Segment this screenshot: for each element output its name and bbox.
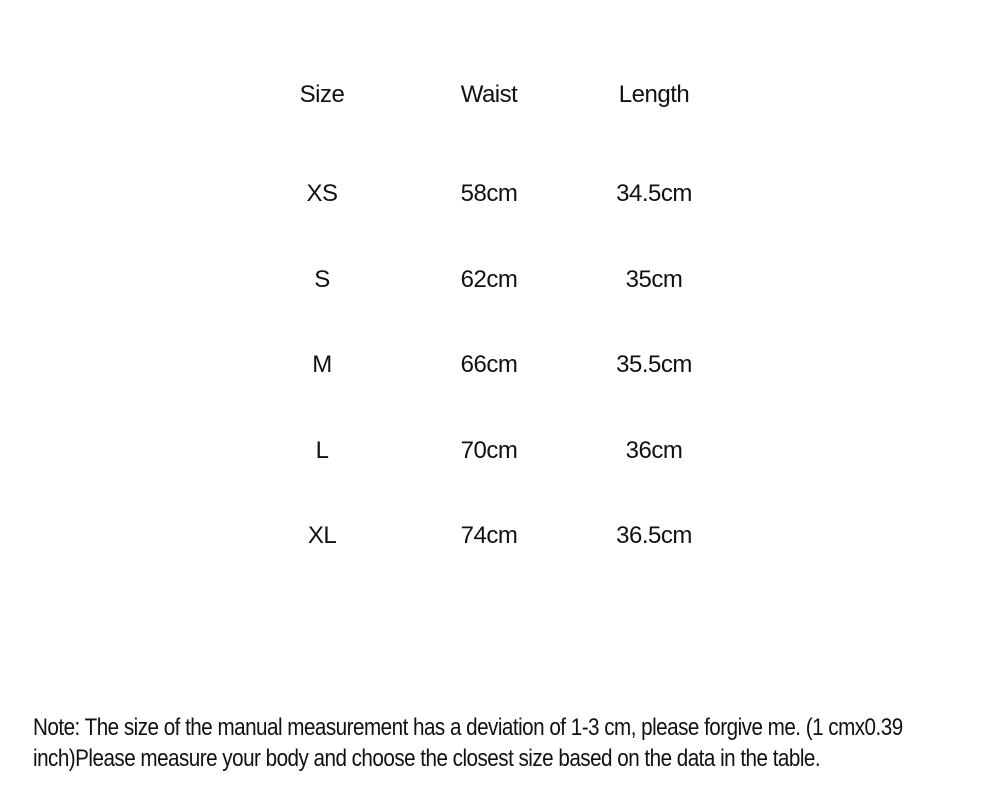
table-cell-size: M <box>312 351 332 378</box>
table-cell-length: 36cm <box>625 437 683 464</box>
table-cell-waist: 74cm <box>460 522 518 549</box>
column-header-length: Length <box>618 81 690 108</box>
table-cell-size: L <box>315 437 329 464</box>
table-cell-size: XS <box>306 180 338 207</box>
column-header-waist: Waist <box>460 81 518 108</box>
table-cell-length: 35cm <box>625 266 683 293</box>
table-cell-size: XL <box>307 522 337 549</box>
note-line-1: Note: The size of the manual measurement has a deviation of 1-3 cm, please forgive me. (1 cmx0.39 <box>33 714 903 741</box>
table-cell-waist: 70cm <box>460 437 518 464</box>
measurement-note <box>33 712 970 774</box>
table-cell-waist: 66cm <box>460 351 518 378</box>
note-line-2: inch)Please measure your body and choose the closest size based on the data in the table. <box>33 745 821 772</box>
column-header-size: Size <box>299 81 345 108</box>
table-cell-length: 36.5cm <box>616 522 692 549</box>
table-cell-waist: 58cm <box>460 180 518 207</box>
table-cell-length: 35.5cm <box>616 351 692 378</box>
table-cell-size: S <box>314 266 330 293</box>
table-cell-length: 34.5cm <box>616 180 692 207</box>
table-cell-waist: 62cm <box>460 266 518 293</box>
